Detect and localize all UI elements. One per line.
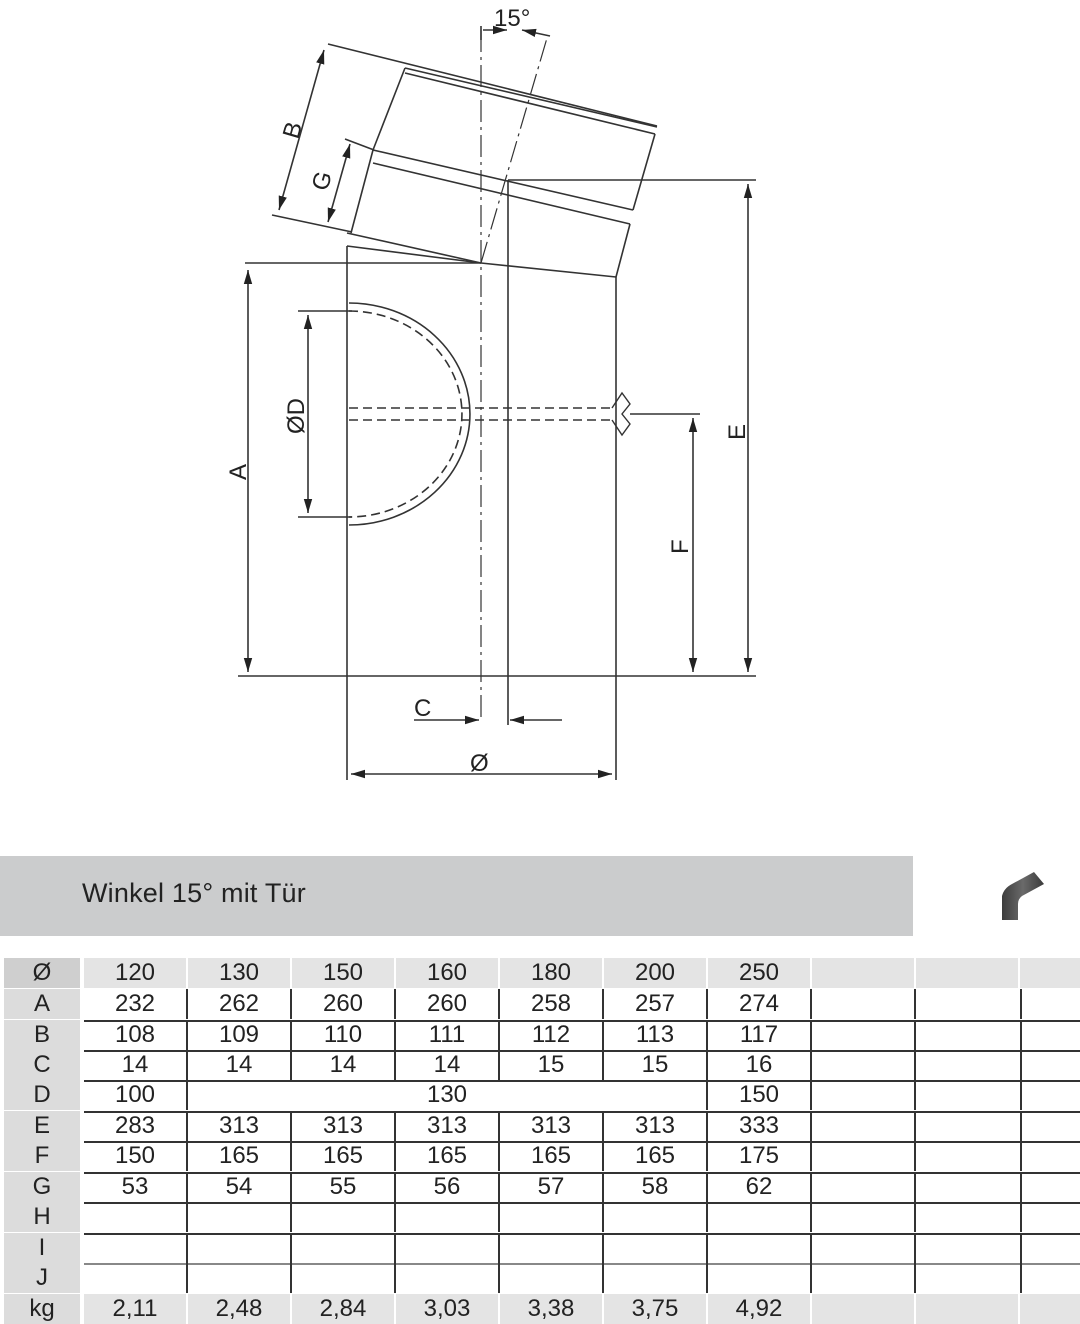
row-label: G [4,1172,80,1202]
table-cell [916,1233,1022,1263]
footer-cell: 3,03 [396,1294,498,1324]
table-cell: 117 [708,1020,812,1050]
table-cell: 108 [84,1020,188,1050]
table-cell [916,1080,1022,1110]
table-row-D [0,1080,1080,1110]
label-G: G [306,168,338,194]
table-cell: 14 [84,1050,188,1080]
footer-cell [916,1294,1018,1324]
table-cell: 260 [292,989,396,1019]
table-cell: 56 [396,1172,500,1202]
table-cell: 165 [292,1141,396,1171]
table-row-H [0,1202,1080,1232]
table-cell [500,1202,604,1232]
table-cell [604,1233,708,1263]
table-cell: 54 [188,1172,292,1202]
footer-cell: 2,11 [84,1294,186,1324]
table-cell [84,1233,188,1263]
table-cell [708,1263,812,1293]
table-cell: 313 [500,1111,604,1141]
table-cell [1022,1172,1080,1202]
table-cell [916,1172,1022,1202]
table-cell [604,1202,708,1232]
table-cell: 313 [396,1111,500,1141]
table-cell [812,989,916,1019]
table-cell: 113 [604,1020,708,1050]
table-cell [188,1202,292,1232]
row-label: F [4,1141,80,1171]
table-row-G [0,1172,1080,1202]
table-cell: 313 [604,1111,708,1141]
table-row-J [0,1263,1080,1293]
table-cell: 333 [708,1111,812,1141]
footer-cell: 3,75 [604,1294,706,1324]
table-cell: 55 [292,1172,396,1202]
table-cell: 258 [500,989,604,1019]
table-row-E [0,1111,1080,1141]
footer-cell [1020,1294,1080,1324]
table-cell: 62 [708,1172,812,1202]
door-outline [349,303,470,525]
table-cell [188,1263,292,1293]
table-cell [84,1263,188,1293]
table-cell [1022,1263,1080,1293]
row-label: I [4,1233,80,1263]
header-cell: 250 [708,958,810,988]
table-cell: 165 [604,1141,708,1171]
row-label: H [4,1202,80,1232]
table-cell [812,1263,916,1293]
table-cell: 232 [84,989,188,1019]
table-header-row [0,958,1080,988]
label-A: A [225,463,252,480]
table-row-A [0,989,1080,1019]
table-cell [916,1020,1022,1050]
table-cell [604,1263,708,1293]
spec-table [0,956,1080,1324]
elbow-pipe-icon [990,868,1054,924]
table-cell: 109 [188,1020,292,1050]
table-cell: 15 [500,1050,604,1080]
table-cell: 165 [500,1141,604,1171]
table-cell [812,1080,916,1110]
product-title-bar [0,856,913,936]
table-cell: 14 [292,1050,396,1080]
footer-cell [812,1294,914,1324]
table-cell: 57 [500,1172,604,1202]
header-cell: 150 [292,958,394,988]
door-inner-dashed [349,311,462,517]
table-row-C [0,1050,1080,1080]
table-cell [916,1263,1022,1293]
table-cell: 58 [604,1172,708,1202]
header-cell: 160 [396,958,498,988]
table-cell [812,1111,916,1141]
header-cell: 130 [188,958,290,988]
table-cell [812,1141,916,1171]
table-cell [812,1202,916,1232]
table-cell [916,1111,1022,1141]
table-cell [1022,1202,1080,1232]
label-E: E [724,423,751,440]
table-cell: 100 [84,1080,188,1110]
footer-cell: 4,92 [708,1294,810,1324]
table-cell: 15 [604,1050,708,1080]
table-cell: 175 [708,1141,812,1171]
table-cell [916,989,1022,1019]
table-cell [708,1233,812,1263]
row-label: C [4,1050,80,1080]
header-cell: 120 [84,958,186,988]
table-cell [292,1233,396,1263]
footer-label: kg [4,1294,80,1324]
row-label: E [4,1111,80,1141]
row-label: A [4,989,80,1019]
table-cell [84,1202,188,1232]
header-cell [812,958,914,988]
table-cell: 257 [604,989,708,1019]
footer-cell: 2,84 [292,1294,394,1324]
product-title: Winkel 15° mit Tür [82,878,306,908]
header-cell [916,958,1018,988]
angle-label: 15° [494,5,531,32]
table-cell [812,1050,916,1080]
table-cell [1022,1141,1080,1171]
table-cell: 260 [396,989,500,1019]
row-label: J [4,1263,80,1293]
table-cell: 313 [188,1111,292,1141]
header-cell: 180 [500,958,602,988]
table-cell: 150 [84,1141,188,1171]
table-cell [812,1020,916,1050]
table-cell [1022,989,1080,1019]
table-cell: 111 [396,1020,500,1050]
table-cell [1022,1050,1080,1080]
table-cell [1022,1080,1080,1110]
footer-cell: 2,48 [188,1294,290,1324]
table-cell [916,1202,1022,1232]
row-label: D [4,1080,80,1110]
table-cell [812,1172,916,1202]
table-cell [500,1263,604,1293]
row-label: B [4,1020,80,1050]
footer-cell: 3,38 [500,1294,602,1324]
table-cell: 16 [708,1050,812,1080]
table-cell [292,1202,396,1232]
table-cell: 53 [84,1172,188,1202]
header-label: Ø [4,958,80,988]
table-cell [396,1233,500,1263]
table-cell [396,1202,500,1232]
table-cell: 274 [708,989,812,1019]
table-cell [812,1233,916,1263]
table-cell [188,1233,292,1263]
label-F: F [667,539,694,554]
table-cell: 14 [188,1050,292,1080]
table-cell [1022,1233,1080,1263]
table-cell [292,1263,396,1293]
table-cell: 14 [396,1050,500,1080]
table-cell: 283 [84,1111,188,1141]
table-cell [708,1202,812,1232]
table-cell [916,1141,1022,1171]
label-C: C [414,695,432,722]
table-row-F [0,1141,1080,1171]
label-D: ØD [283,398,310,434]
label-diameter: Ø [470,750,489,777]
table-footer-row [0,1294,1080,1324]
table-cell [1022,1020,1080,1050]
table-cell: 165 [188,1141,292,1171]
table-row-B [0,1020,1080,1050]
table-cell-merged: 130 [188,1080,708,1110]
table-cell [500,1233,604,1263]
table-cell [916,1050,1022,1080]
table-cell: 262 [188,989,292,1019]
table-cell: 112 [500,1020,604,1050]
header-cell [1020,958,1080,988]
label-B: B [277,118,309,142]
table-row-I [0,1233,1080,1263]
table-cell: 110 [292,1020,396,1050]
table-cell: 165 [396,1141,500,1171]
table-cell [1022,1111,1080,1141]
table-cell: 150 [708,1080,812,1110]
header-cell: 200 [604,958,706,988]
table-cell [396,1263,500,1293]
table-cell: 313 [292,1111,396,1141]
